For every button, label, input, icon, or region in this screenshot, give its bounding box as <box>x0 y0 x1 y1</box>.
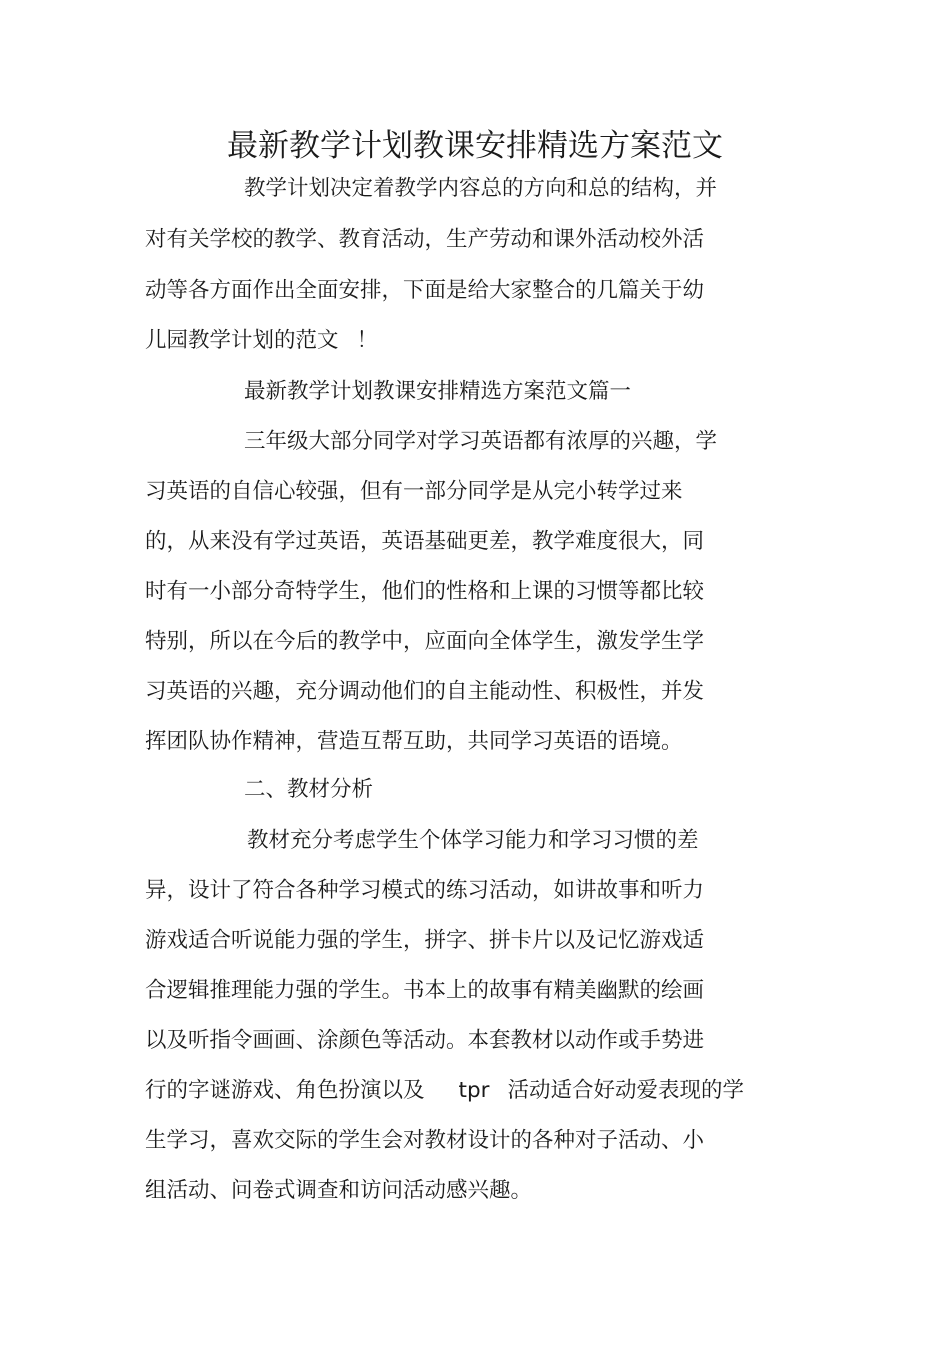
para1-line-6: 习英语的兴趣，充分调动他们的自主能动性、积极性，并发 <box>145 679 705 704</box>
para1-line-3: 的，从来没有学过英语，英语基础更差，教学难度很大，同 <box>145 529 705 554</box>
para1-line-2: 习英语的自信心较强，但有一部分同学是从完小转学过来 <box>145 479 683 504</box>
tpr-term: tpr <box>458 1078 490 1103</box>
heading-materials-analysis: 二、教材分析 <box>244 777 374 802</box>
para2-line-3: 游戏适合听说能力强的学生，拼字、拼卡片以及记忆游戏适 <box>145 928 705 953</box>
section-title: 最新教学计划教课安排精选方案范文篇一 <box>244 379 632 404</box>
para2-line-6 <box>145 1076 744 1106</box>
para1-line-5: 特别，所以在今后的教学中，应面向全体学生，激发学生学 <box>145 629 705 654</box>
intro-line-4-text: 儿园教学计划的范文 <box>145 328 339 353</box>
intro-line-1: 教学计划决定着教学内容总的方向和总的结构，并 <box>244 176 718 201</box>
intro-line-2: 对有关学校的教学、教育活动，生产劳动和课外活动校外活 <box>145 227 705 252</box>
para2-line-7: 生学习，喜欢交际的学生会对教材设计的各种对子活动、小 <box>145 1128 705 1153</box>
para1-line-7: 挥团队协作精神，营造互帮互助，共同学习英语的语境。 <box>145 729 683 754</box>
para2-line-1: 教材充分考虑学生个体学习能力和学习习惯的差 <box>247 828 699 853</box>
para2-line-4: 合逻辑推理能力强的学生。书本上的故事有精美幽默的绘画 <box>145 978 705 1003</box>
para1-line-4: 时有一小部分奇特学生，他们的性格和上课的习惯等都比较 <box>145 579 705 604</box>
intro-line-4 <box>145 326 378 356</box>
para2-line-6-tail: 活动适合好动爱表现的学 <box>507 1078 744 1103</box>
intro-exclamation: ！ <box>356 328 379 353</box>
para2-line-2: 异，设计了符合各种学习模式的练习活动，如讲故事和听力 <box>145 878 705 903</box>
intro-line-3: 动等各方面作出全面安排，下面是给大家整合的几篇关于幼 <box>145 278 705 303</box>
para2-line-5: 以及听指令画画、涂颜色等活动。本套教材以动作或手势进 <box>145 1028 705 1053</box>
para2-line-8: 组活动、问卷式调查和访问活动感兴趣。 <box>145 1178 533 1203</box>
para2-line-6-text: 行的字谜游戏、角色扮演以及 <box>145 1078 425 1103</box>
document-title: 最新教学计划教课安排精选方案范文 <box>227 128 723 164</box>
para1-line-1: 三年级大部分同学对学习英语都有浓厚的兴趣，学 <box>244 429 718 454</box>
